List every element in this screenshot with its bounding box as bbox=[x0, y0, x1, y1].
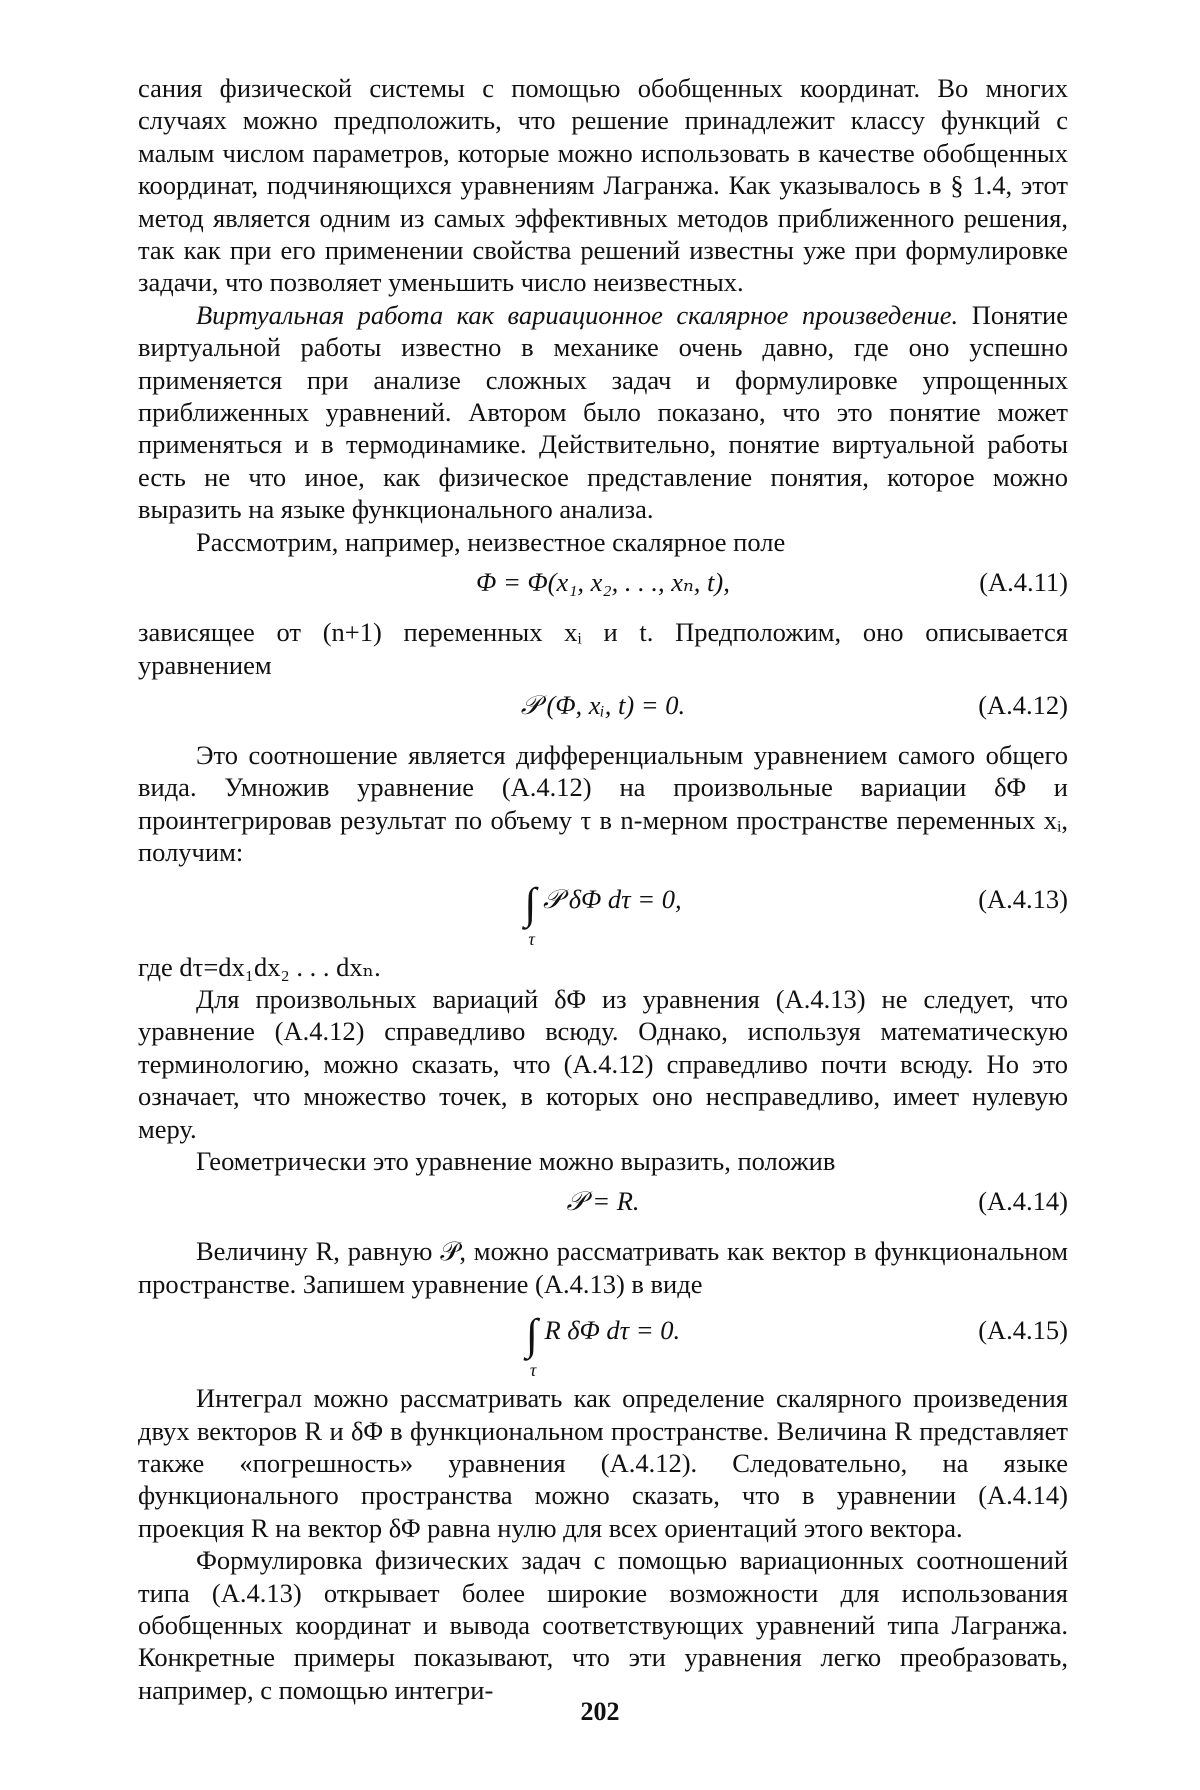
paragraph-arbitrary: Для произвольных вариаций δΦ из уравнения (A.4.13) не следует, что уравнение (A.4.12) справедливо всюду. Однако, используя математическую терминологию, можно сказать, что (A.4.12) справедливо почти всюду. Но это означает, что множество точек, в которых оно несправедливо, имеет нулевую меру. bbox=[138, 983, 1068, 1144]
paragraph-value-r: Величину R, равную 𝒫, можно рассматривать как вектор в функциональном пространстве. Запишем уравнение (A.4.13) в виде bbox=[138, 1236, 1068, 1299]
equation-a4-13 bbox=[138, 871, 1068, 949]
section-lead-italic: Виртуальная работа как вариационное скалярное произведение. bbox=[196, 299, 959, 330]
paragraph-consider: Рассмотрим, например, неизвестное скалярное поле bbox=[196, 526, 786, 557]
equation-a4-12 bbox=[138, 683, 1068, 737]
equation-formula: 𝒫 = R. bbox=[566, 1186, 640, 1217]
paragraph-depends: зависящее от (n+1) переменных xᵢ и t. Предположим, оно описывается уравнением bbox=[138, 617, 1068, 680]
equation-number: (A.4.14) bbox=[978, 1186, 1068, 1217]
integral-domain: τ bbox=[528, 928, 535, 949]
integral-sign: ∫ τ bbox=[526, 1310, 538, 1359]
equation-formula: 𝒫 δΦ dτ = 0, bbox=[543, 883, 682, 914]
paragraph-integral: Интеграл можно рассматривать как определение скалярного произведения двух векторов R и δΦ в функциональном пространстве. Величина R представляет также «погрешность» уравнения (A.4.12). Следовательно, на языке функционального пространства можно сказать, что в уравнении (A.4.14) проекция R на вектор δΦ равна нулю для всех ориентаций этого вектора. bbox=[138, 1383, 1068, 1543]
equation-number: (A.4.13) bbox=[978, 883, 1068, 914]
integral-sign: ∫ τ bbox=[524, 879, 536, 928]
page-number: 202 bbox=[580, 1697, 620, 1726]
paragraph-where: где dτ=dx₁dx₂ . . . dxₙ. bbox=[138, 951, 381, 982]
equation-formula: R δΦ dτ = 0. bbox=[544, 1315, 681, 1346]
integral-domain: τ bbox=[529, 1360, 537, 1381]
paragraph-virtual-work-text: Понятие виртуальной работы известно в механике очень давно, где оно успешно применяется при анализе сложных задач и формулировке упрощенных приближенных уравнений. Автором было показано, что это понятие может применяться и в термодинамике. Действительно, понятие виртуальной работы есть не что иное, как физическое представление понятия, которое можно выразить на языке функционального анализа. bbox=[138, 299, 1068, 525]
paragraph-formulation: Формулировка физических задач с помощью вариационных соотношений типа (A.4.13) открывает более широкие возможности для использования обобщенных координат и вывода соответствующих уравнений типа Лагранжа. Конкретные примеры показывают, что эти уравнения легко преобразовать, например, с помощью интегри- bbox=[138, 1545, 1068, 1705]
paragraph-geometric: Геометрически это уравнение можно выразить, положив bbox=[196, 1145, 836, 1176]
paragraph-1: сания физической системы с помощью обобщенных координат. Во многих случаях можно предположить, что решение принадлежит классу функций с малым числом параметров, которые можно использовать в качестве обобщенных координат, подчиняющихся уравнениям Лагранжа. Как указывалось в § 1.4, этот метод является одним из самых эффективных методов приближенного решения, так как при его применении свойства решений известны уже при формулировке задачи, что позволяет уменьшить число неизвестных. bbox=[138, 73, 1068, 298]
paragraph-relation: Это соотношение является дифференциальным уравнением самого общего вида. Умножив уравнение (A.4.12) на произвольные вариации δΦ и проинтегрировав результат по объему τ в n-мерном пространстве переменных xᵢ, получим: bbox=[138, 739, 1068, 868]
equation-formula: Φ = Φ(x₁, x₂, . . ., xₙ, t), bbox=[476, 567, 730, 598]
equation-number: (A.4.15) bbox=[978, 1315, 1068, 1346]
equation-a4-15 bbox=[138, 1302, 1068, 1380]
equation-a4-14 bbox=[138, 1179, 1068, 1233]
page-body bbox=[138, 72, 1068, 1706]
paragraph-virtual-work bbox=[138, 299, 1068, 526]
equation-formula: 𝒫 (Φ, xᵢ, t) = 0. bbox=[520, 689, 686, 720]
equation-number: (A.4.11) bbox=[979, 567, 1068, 598]
equation-a4-11 bbox=[138, 560, 1068, 614]
equation-number: (A.4.12) bbox=[978, 689, 1068, 720]
